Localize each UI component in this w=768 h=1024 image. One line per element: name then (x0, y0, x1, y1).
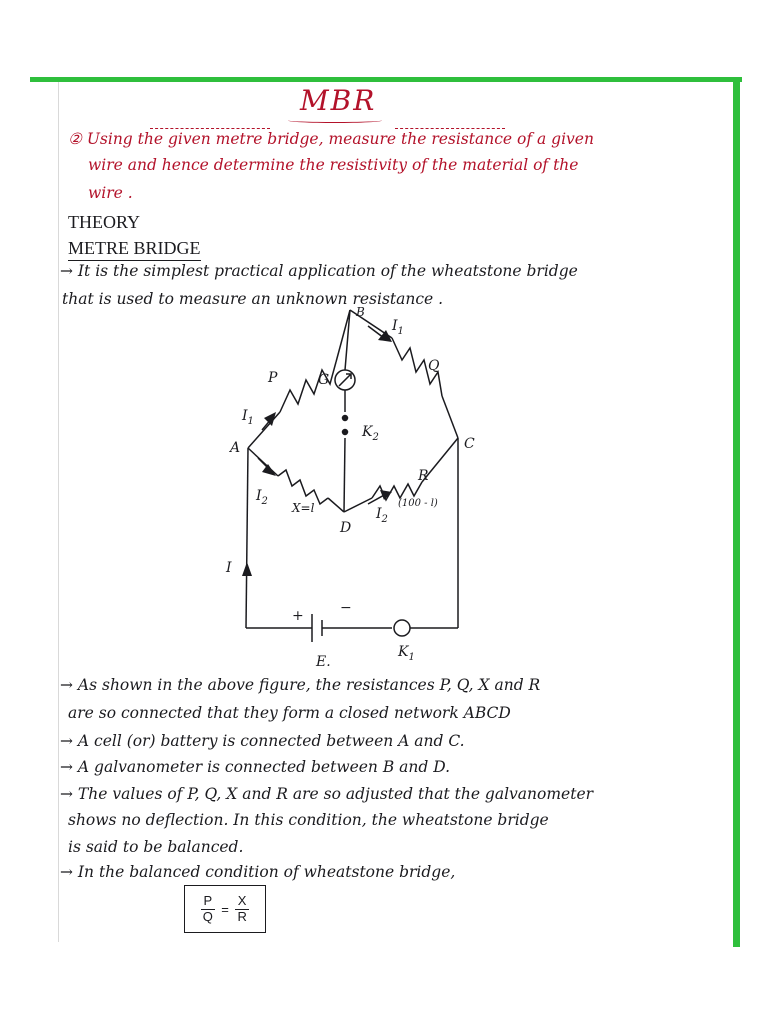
page-title: MBR (300, 84, 377, 117)
point-line-2: are so connected that they form a closed network ABCD (68, 704, 511, 722)
label-q: Q (428, 358, 440, 374)
arrowhead-i (242, 562, 252, 576)
label-100-minus-l: (100 - l) (398, 498, 438, 509)
label-i: I (226, 560, 232, 576)
point-line-4: → A galvanometer is connected between B and D. (60, 758, 451, 776)
balance-formula (184, 885, 266, 933)
point-line-8: → In the balanced condition of wheatstone bridge, (60, 863, 456, 881)
formula-q: Q (202, 908, 213, 924)
fraction-x-over-r (235, 894, 250, 925)
label-a: A (230, 440, 241, 456)
galvanometer-arrow (339, 374, 351, 386)
label-plus: + (292, 608, 304, 624)
formula-r: R (237, 908, 247, 924)
aim-line-3: wire . (88, 184, 133, 202)
wire-a-down (246, 448, 248, 628)
aim-text-1: Using the given metre bridge, measure the resistance of a given (86, 130, 594, 148)
intro-line-1: → It is the simplest practical application of the wheatstone bridge (60, 262, 578, 280)
point-line-5: → The values of P, Q, X and R are so adjusted that the galvanometer (60, 785, 594, 803)
aim-line-2: wire and hence determine the resistivity of the material of the (88, 156, 579, 174)
point-line-7: is said to be balanced. (68, 838, 244, 856)
wire-q-to-c (442, 396, 458, 438)
label-g: G (318, 372, 330, 388)
resistor-x (278, 470, 328, 504)
point-line-3: → A cell (or) battery is connected between A and C. (60, 732, 465, 750)
label-i1-top: $I_1$ (392, 318, 404, 337)
key-k2-dot-bottom (343, 430, 348, 435)
formula-equals: = (221, 901, 229, 917)
point-line-6: shows no deflection. In this condition, the wheatstone bridge (68, 811, 549, 829)
wire-k2-to-d (344, 438, 345, 512)
label-b: B (356, 305, 365, 319)
label-minus: − (340, 600, 352, 616)
label-k2: $K_2$ (362, 424, 379, 443)
formula-x: X (235, 894, 250, 910)
key-k1 (394, 620, 410, 636)
label-i2-left: $I_2$ (256, 488, 268, 507)
metre-bridge-heading: METRE BRIDGE (68, 238, 201, 261)
arrowhead-i2-left (262, 464, 276, 476)
fraction-p-over-q (201, 894, 216, 925)
label-c: C (464, 436, 475, 452)
label-i1-left: $I_1$ (242, 408, 254, 427)
theory-heading: THEORY (68, 212, 140, 232)
wire-d-to-r (344, 498, 372, 512)
label-e: E. (316, 654, 331, 670)
label-k1: $K_1$ (398, 644, 415, 663)
point-line-1: → As shown in the above figure, the resistances P, Q, X and R (60, 676, 541, 694)
key-k2-dot-top (343, 416, 348, 421)
label-i2-right: $I_2$ (376, 506, 388, 525)
label-x-eq-l: X=l (292, 501, 315, 515)
label-r: R (418, 468, 429, 484)
label-d: D (340, 520, 352, 536)
label-p: P (268, 370, 278, 386)
intro-line-2: that is used to measure an unknown resistance . (62, 290, 444, 308)
formula-p: P (201, 894, 216, 910)
wire-x-to-d (328, 498, 344, 512)
aim-number: ② (68, 130, 82, 148)
